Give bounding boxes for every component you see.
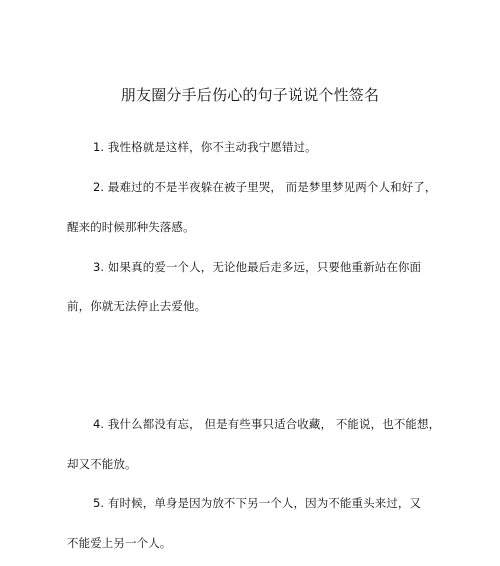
page-title: 朋友圈分手后伤心的句子说说个性签名 xyxy=(120,86,380,104)
paragraph-line: 醒来的时候那种失落感。 xyxy=(67,220,195,234)
paragraph-line: 不能爱上另一个人。 xyxy=(67,536,172,550)
paragraph-line: 却又不能放。 xyxy=(67,457,137,471)
paragraph-line: 3. 如果真的爱一个人，无论他最后走多远，只要他重新站在你面 xyxy=(93,260,422,274)
paragraph-line: 前，你就无法停止去爱他。 xyxy=(67,299,207,313)
paragraph-line: 4. 我什么都没有忘， 但是有些事只适合收藏， 不能说，也不能想， xyxy=(93,417,441,431)
paragraph-line: 5. 有时候，单身是因为放不下另一个人，因为不能重头来过，又 xyxy=(93,496,422,510)
paragraph-line: 1. 我性格就是这样，你不主动我宁愿错过。 xyxy=(93,140,317,154)
paragraph-line: 2. 最难过的不是半夜躲在被子里哭， 而是梦里梦见两个人和好了， xyxy=(93,180,437,194)
